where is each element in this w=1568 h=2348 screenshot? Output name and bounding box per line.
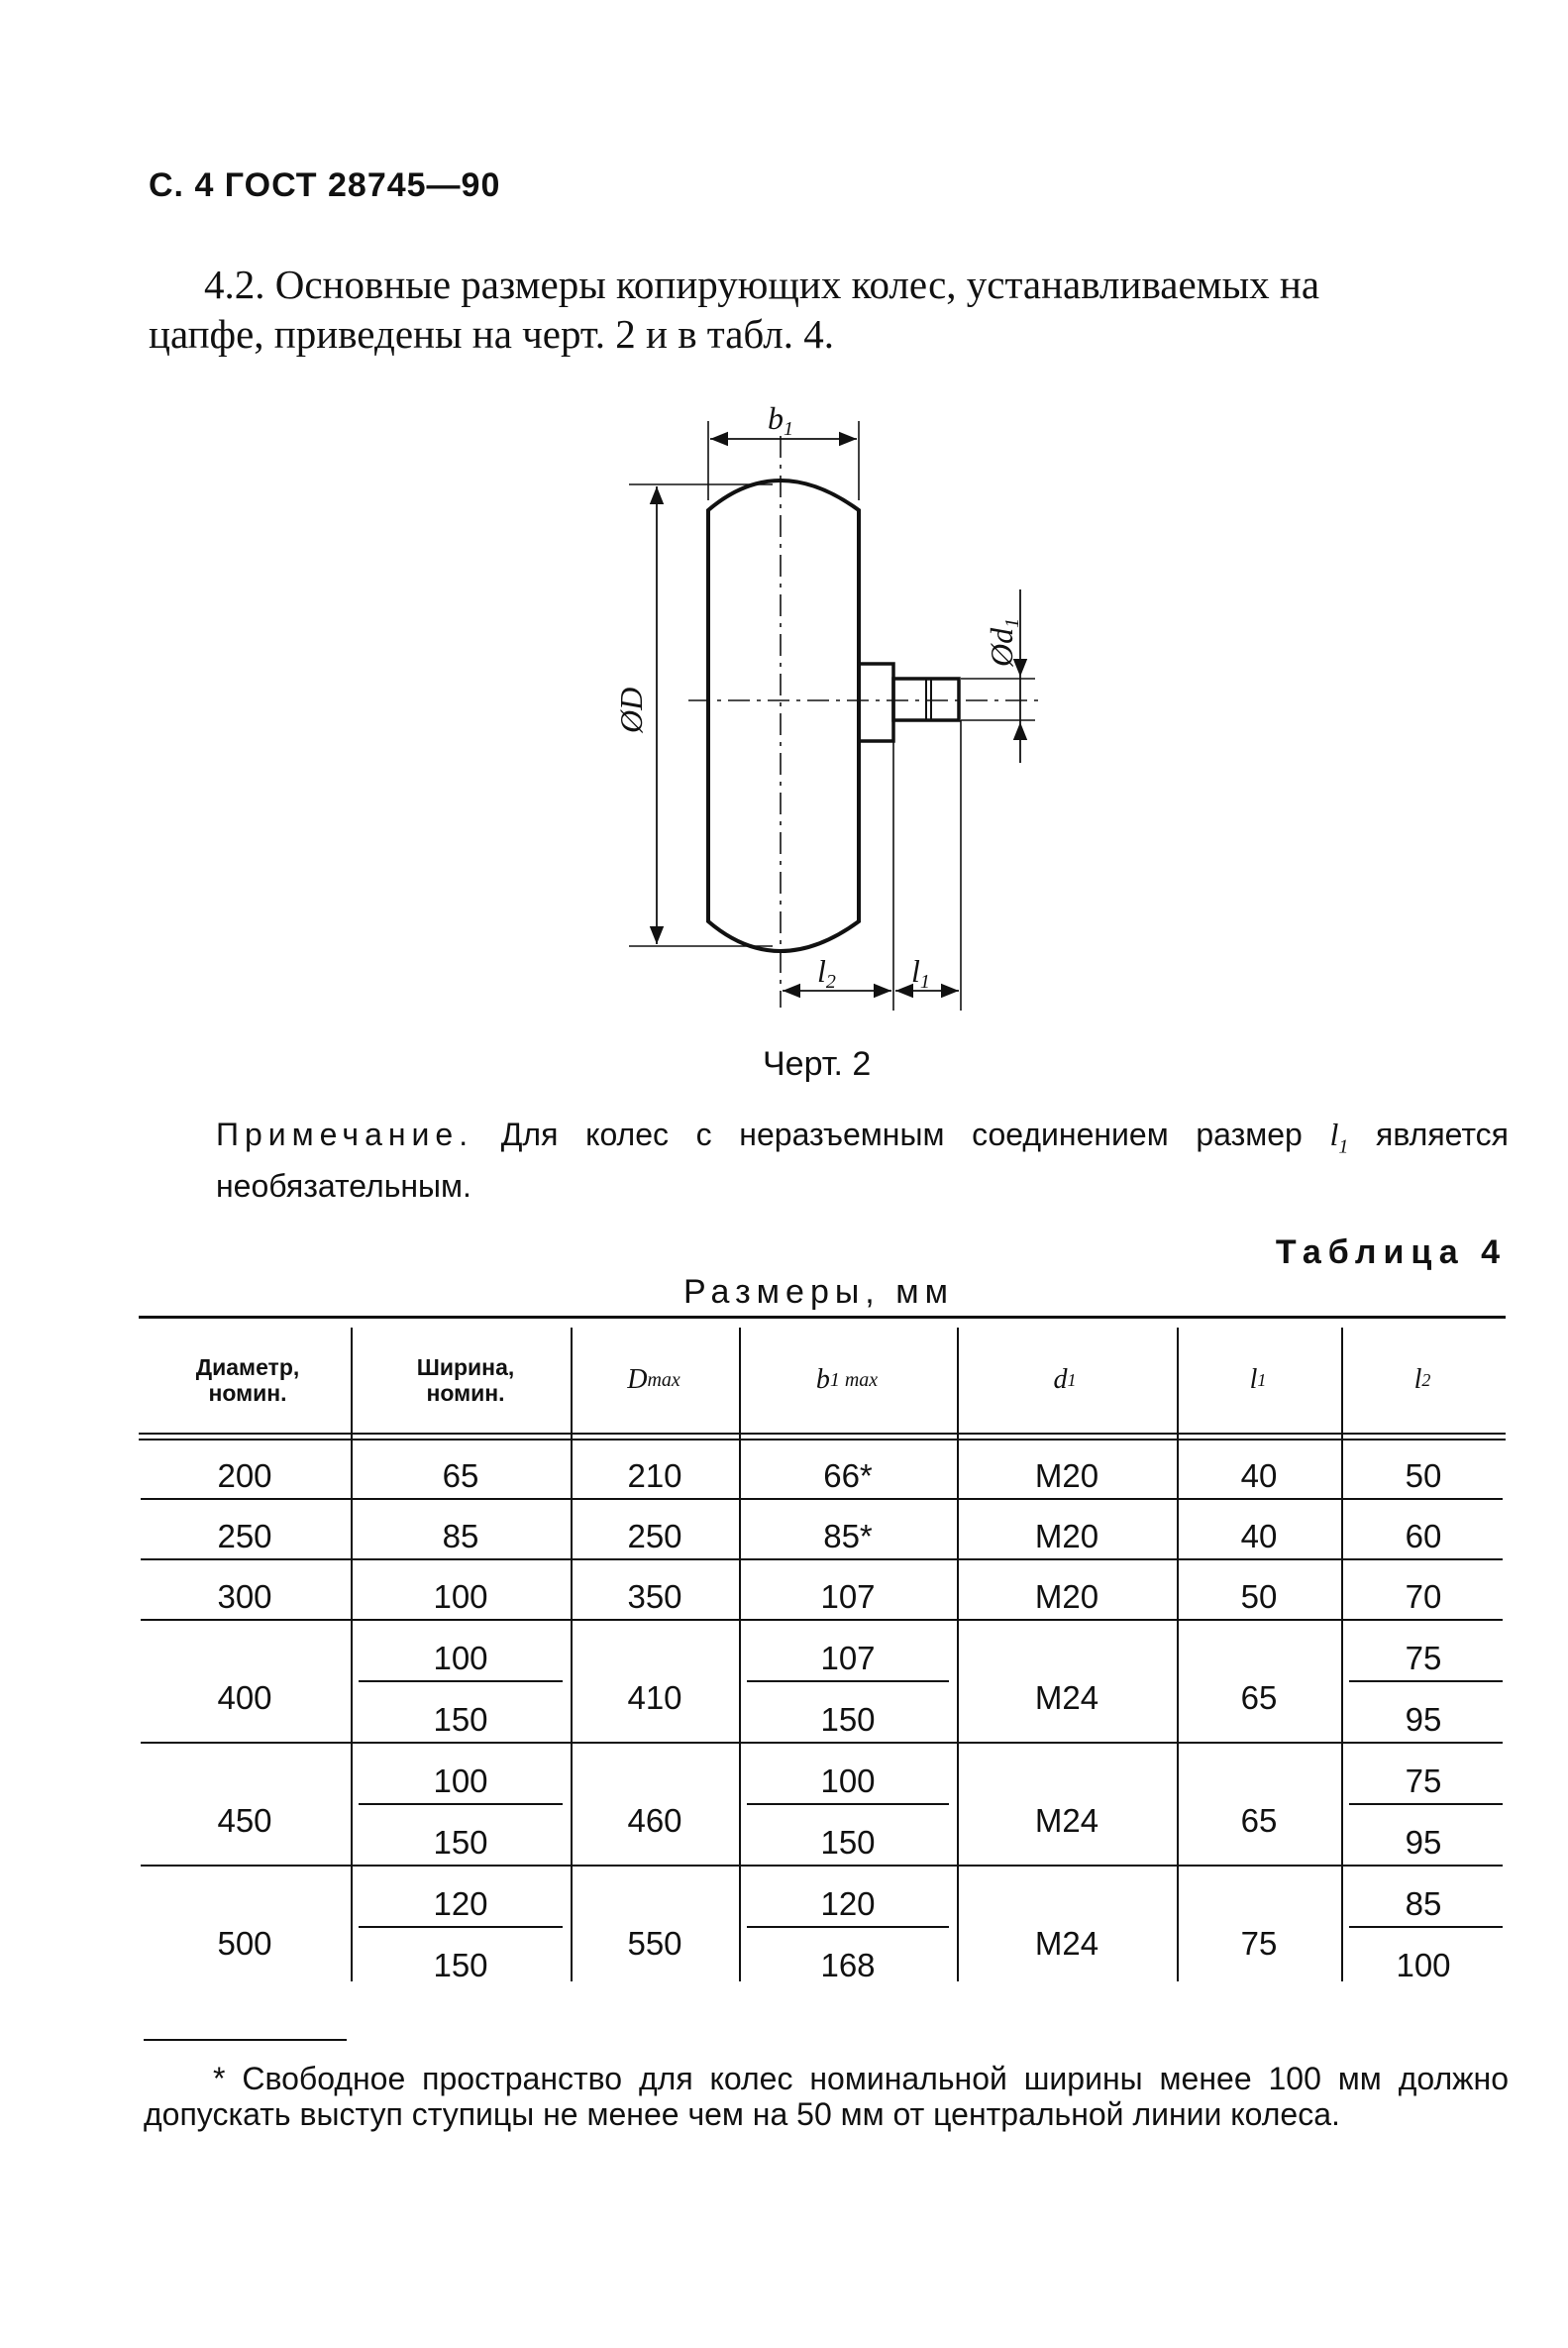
paragraph-4-2: [149, 260, 1511, 359]
label-l2: l2: [817, 953, 836, 993]
cell-d1: M24: [1034, 1925, 1099, 1962]
cell-diameter: 200: [217, 1457, 272, 1494]
cell-width: 150: [433, 1701, 488, 1738]
cell-diameter: 300: [217, 1578, 272, 1615]
cell-dmax: 250: [627, 1518, 682, 1554]
cell-d1: M20: [1034, 1518, 1099, 1554]
wheel-drawing: [575, 391, 1090, 1035]
cell-d1: M24: [1034, 1679, 1099, 1716]
cell-width: 100: [433, 1762, 488, 1799]
cell-l1: 40: [1240, 1518, 1278, 1554]
header-width: Ширина, номин.: [416, 1354, 515, 1406]
cell-l2: 50: [1405, 1457, 1442, 1494]
cell-dmax: 460: [627, 1802, 682, 1839]
cell-width: 100: [433, 1640, 488, 1676]
paragraph-line-1: 4.2. Основные размеры копирующих колес, устанавливаемых на: [204, 262, 1320, 307]
cell-l2: 70: [1405, 1578, 1442, 1615]
cell-diameter: 250: [217, 1518, 272, 1554]
header-dmax: D max: [627, 1364, 680, 1395]
cell-dmax: 410: [627, 1679, 682, 1716]
cell-l1: 40: [1240, 1457, 1278, 1494]
label-d1: Ød1: [984, 617, 1023, 667]
hub-shape: [859, 664, 893, 741]
header-d1: d 1: [1053, 1364, 1077, 1395]
cell-b1max: 100: [820, 1762, 876, 1799]
page-header: С. 4 ГОСТ 28745—90: [149, 166, 501, 204]
cell-d1: M20: [1034, 1578, 1099, 1615]
label-D: ØD: [613, 687, 649, 733]
cell-diameter: 450: [217, 1802, 272, 1839]
cell-l2: 85: [1405, 1885, 1442, 1922]
cell-b1max: 107: [820, 1640, 876, 1676]
cell-width: 85: [442, 1518, 479, 1554]
paragraph-line-2: цапфе, приведены на черт. 2 и в табл. 4.: [149, 311, 834, 357]
cell-l2: 100: [1396, 1947, 1451, 1983]
cell-d1: M24: [1034, 1802, 1099, 1839]
cell-b1max: 120: [820, 1885, 876, 1922]
label-l1: l1: [911, 953, 930, 993]
note-text-after: является необязательным.: [216, 1117, 1510, 1205]
cell-d1: M20: [1034, 1457, 1099, 1494]
cell-l1: 65: [1240, 1802, 1278, 1839]
header-l1: l 1: [1249, 1364, 1267, 1395]
cell-l2: 60: [1405, 1518, 1442, 1554]
wheel-outline: [708, 480, 859, 951]
footnote: * Свободное пространство для колес номинальной ширины менее 100 мм должно допускать выступ ступицы не менее чем на 50 мм от центральной линии колеса.: [144, 2061, 1509, 2132]
dimensions-table: [139, 1316, 1506, 2019]
cell-l2: 95: [1405, 1701, 1442, 1738]
cell-b1max: 150: [820, 1701, 876, 1738]
cell-dmax: 550: [627, 1925, 682, 1962]
cell-b1max: 107: [820, 1578, 876, 1615]
cell-width: 150: [433, 1824, 488, 1861]
label-b1: b1: [768, 400, 793, 440]
header-l2: l 2: [1413, 1364, 1431, 1395]
cell-diameter: 500: [217, 1925, 272, 1962]
cell-l1: 65: [1240, 1679, 1278, 1716]
cell-width: 150: [433, 1947, 488, 1983]
cell-b1max: 168: [820, 1947, 876, 1983]
cell-b1max: 85*: [823, 1518, 873, 1554]
note-text-before: Для колес с неразъемным соединением размер: [473, 1117, 1330, 1152]
cell-dmax: 210: [627, 1457, 682, 1494]
table-units: Размеры, мм: [683, 1273, 954, 1311]
cell-diameter: 400: [217, 1679, 272, 1716]
cell-width: 120: [433, 1885, 488, 1922]
note: [216, 1115, 1509, 1206]
cell-b1max: 150: [820, 1824, 876, 1861]
cell-l1: 75: [1240, 1925, 1278, 1962]
table-title: Таблица 4: [1275, 1233, 1507, 1271]
header-b1max: b 1 max: [815, 1364, 879, 1395]
cell-dmax: 350: [627, 1578, 682, 1615]
cell-l2: 95: [1405, 1824, 1442, 1861]
cell-l2: 75: [1405, 1640, 1442, 1676]
cell-l1: 50: [1240, 1578, 1278, 1615]
cell-width: 65: [442, 1457, 479, 1494]
footnote-separator: [144, 2039, 347, 2041]
header-diameter: Диаметр, номин.: [195, 1354, 300, 1406]
drawing-caption: Черт. 2: [763, 1045, 872, 1083]
cell-l2: 75: [1405, 1762, 1442, 1799]
note-label: Примечание.: [216, 1117, 474, 1152]
cell-b1max: 66*: [823, 1457, 873, 1494]
note-symbol: $l_1$: [1329, 1117, 1349, 1158]
cell-width: 100: [433, 1578, 488, 1615]
